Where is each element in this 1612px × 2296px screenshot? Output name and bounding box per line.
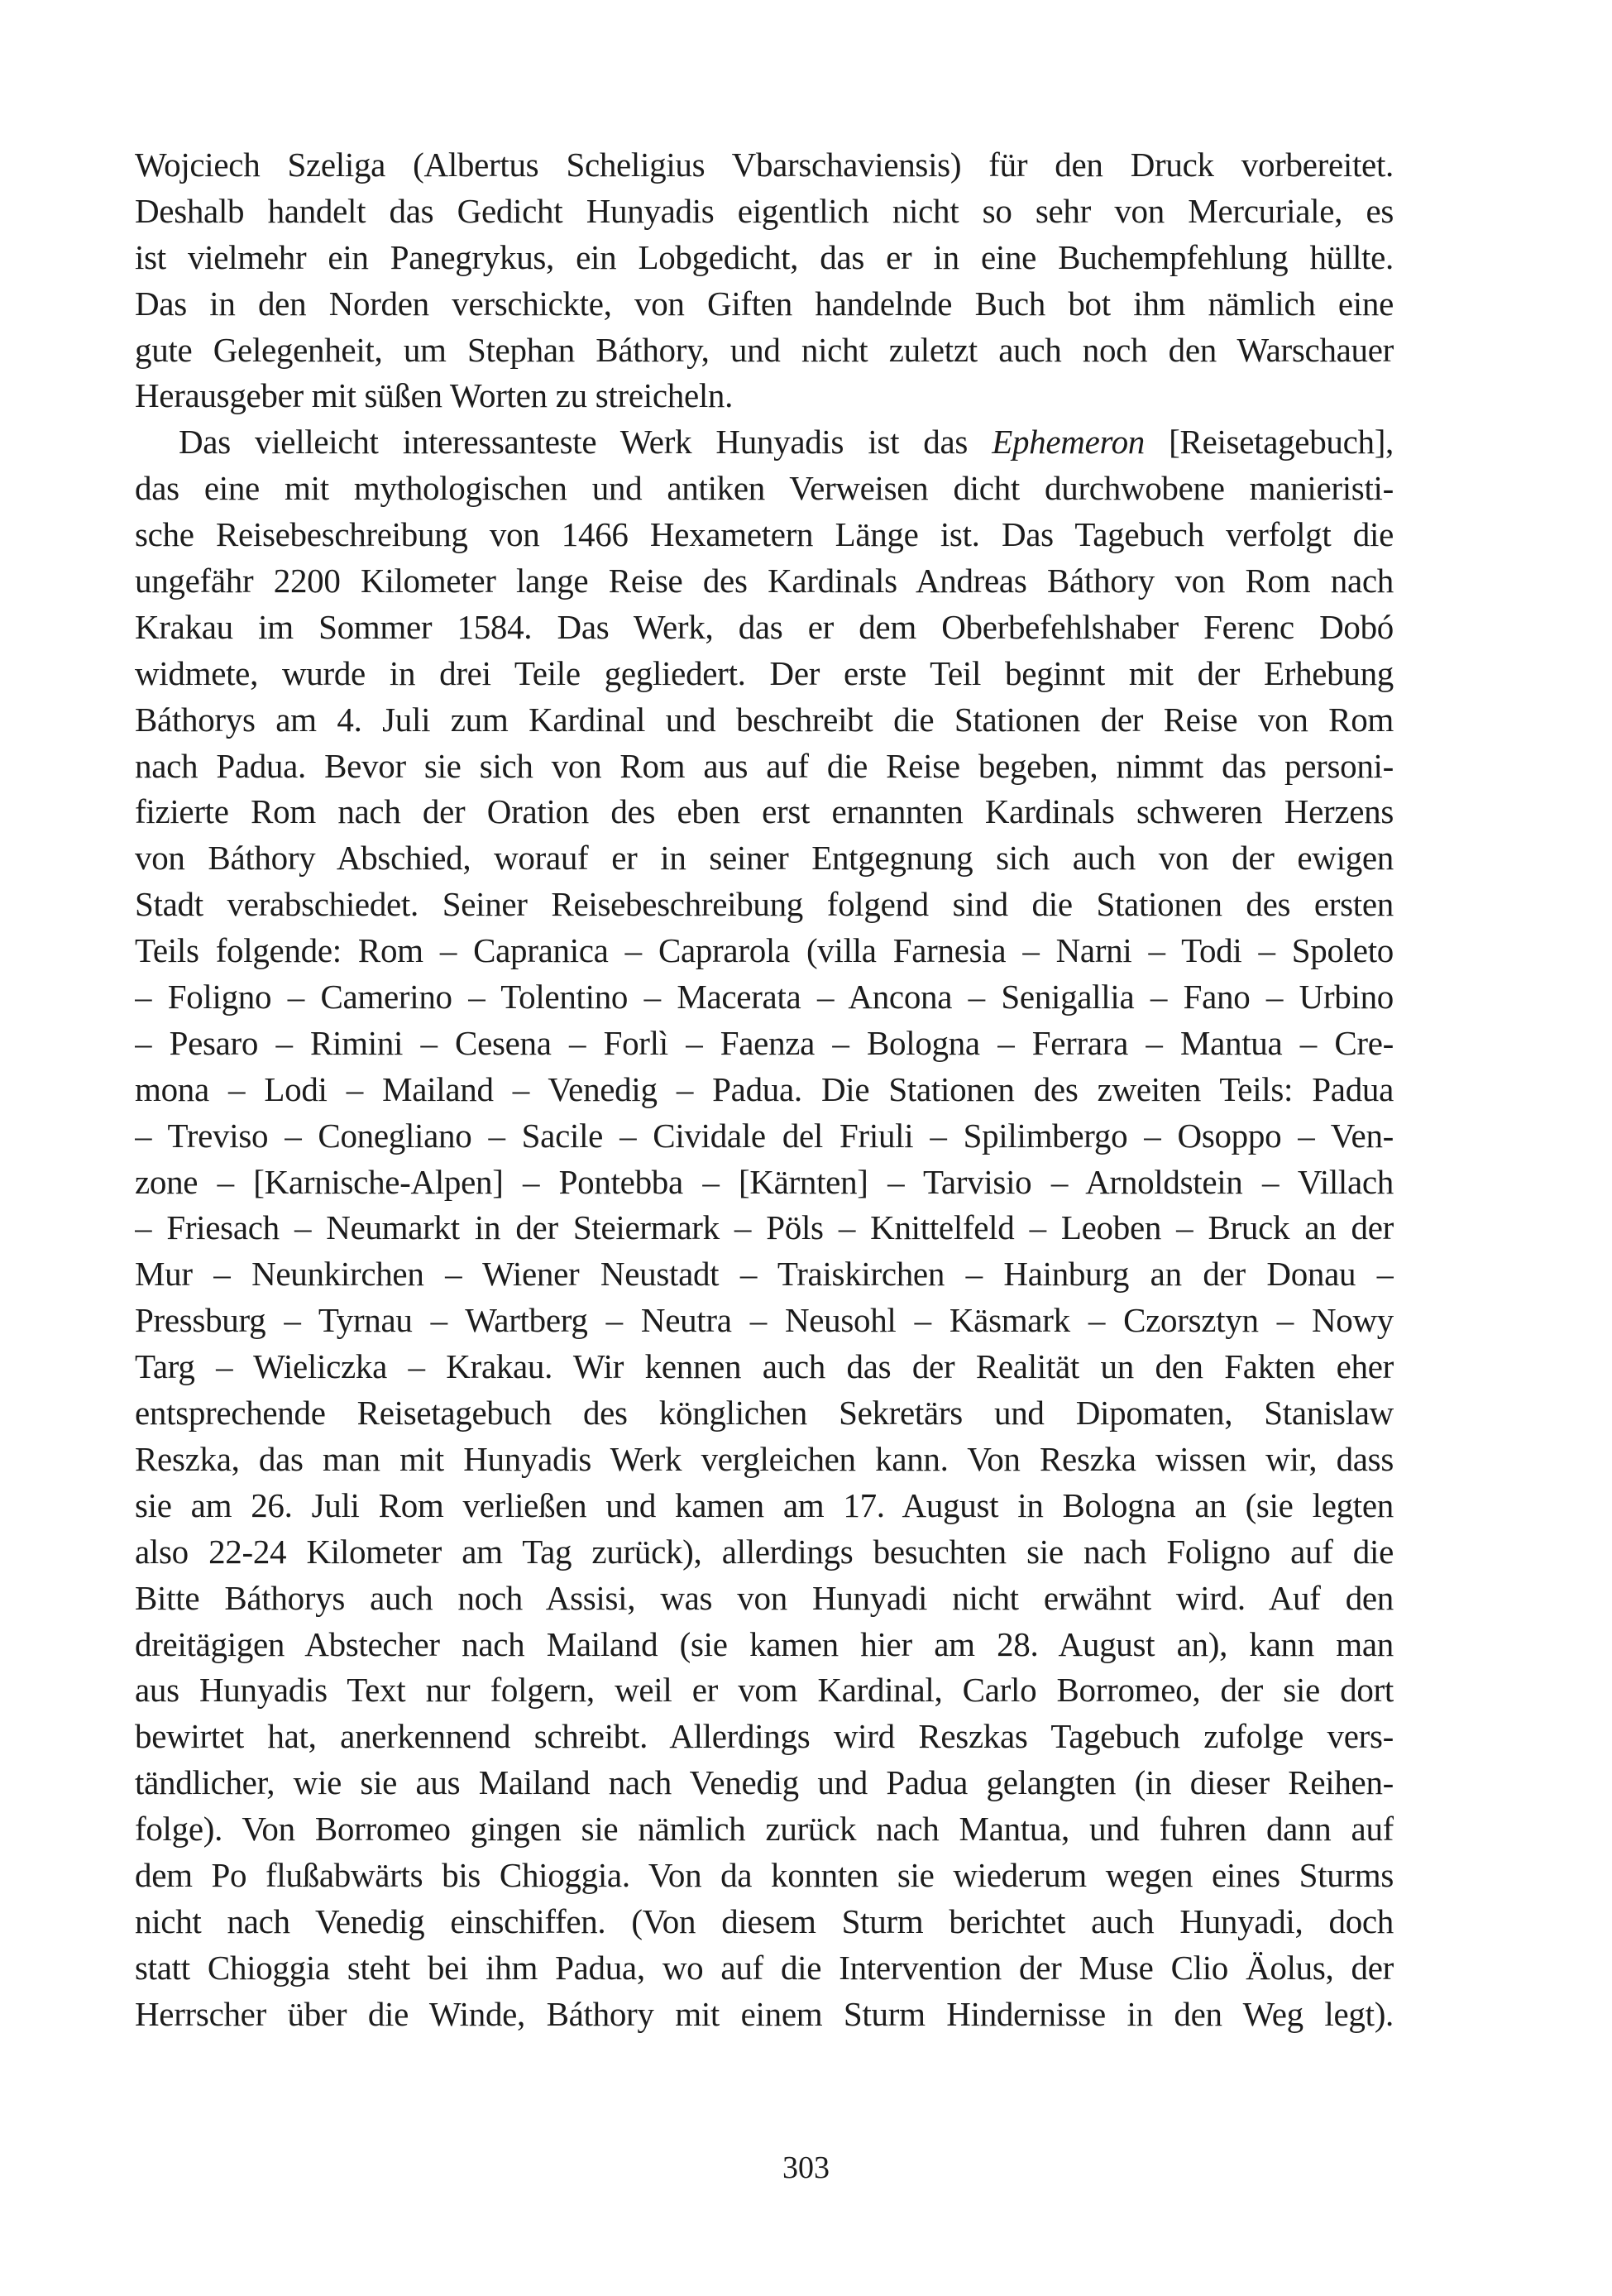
text-line: ungefähr 2200 Kilometer lange Reise des Kardinals Andreas Báthory von Rom nach [135, 562, 1394, 600]
text-line: fizierte Rom nach der Oration des eben erst ernannten Kardinals schweren Herzens [135, 792, 1394, 831]
text-line: Krakau im Sommer 1584. Das Werk, das er dem Oberbefehlshaber Ferenc Dobó [135, 607, 1394, 646]
text-line: Herrscher über die Winde, Báthory mit einem Sturm Hindernisse in den Weg legt). [135, 1994, 1394, 2033]
body-text [135, 142, 1394, 2038]
text-line: Wojciech Szeliga (Albertus Scheligius Vbarschaviensis) für den Druck vorbereitet. [135, 146, 1394, 184]
page-number: 303 [782, 2150, 830, 2185]
text-line: Herausgeber mit süßen Worten zu streicheln. [135, 376, 734, 415]
text-line: also 22-24 Kilometer am Tag zurück), allerdings besuchten sie nach Foligno auf die [135, 1532, 1394, 1571]
italic-title: Ephemeron [992, 423, 1146, 462]
text-run: [Reisetagebuch], [1145, 423, 1394, 462]
text-line: Reszka, das man mit Hunyadis Werk vergleichen kann. Von Reszka wissen wir, dass [135, 1439, 1394, 1478]
text-line: – Foligno – Camerino – Tolentino – Macerata – Ancona – Senigallia – Fano – Urbino [135, 978, 1394, 1016]
text-line: gute Gelegenheit, um Stephan Báthory, und nicht zuletzt auch noch den Warschauer [135, 330, 1394, 369]
text-line: Teils folgende: Rom – Capranica – Caprarola (villa Farnesia – Narni – Todi – Spoleto [135, 931, 1394, 970]
text-line: – Pesaro – Rimini – Cesena – Forlì – Faenza – Bologna – Ferrara – Mantua – Cre- [135, 1023, 1394, 1062]
text-line: – Treviso – Conegliano – Sacile – Cividale del Friuli – Spilimbergo – Osoppo – Ven- [135, 1116, 1394, 1155]
text-line: Mur – Neunkirchen – Wiener Neustadt – Traiskirchen – Hainburg an der Donau – [135, 1255, 1394, 1294]
text-line: Bitte Báthorys auch noch Assisi, was von Hunyadi nicht erwähnt wird. Auf den [135, 1578, 1394, 1617]
text-line: widmete, wurde in drei Teile gegliedert. Der erste Teil beginnt mit der Erhebung [135, 653, 1394, 692]
text-line: – Friesach – Neumarkt in der Steiermark – Pöls – Knittelfeld – Leoben – Bruck an der [135, 1208, 1394, 1247]
text-line: das eine mit mythologischen und antiken Verweisen dicht durchwobene manieristi- [135, 469, 1394, 508]
text-line: zone – [Karnische-Alpen] – Pontebba – [Kärnten] – Tarvisio – Arnoldstein – Villach [135, 1162, 1394, 1201]
text-line: dreitägigen Abstecher nach Mailand (sie kamen hier am 28. August an), kann man [135, 1624, 1394, 1663]
text-line: statt Chioggia steht bei ihm Padua, wo auf die Intervention der Muse Clio Äolus, der [135, 1948, 1394, 1987]
text-line: ist vielmehr ein Panegrykus, ein Lobgedicht, das er in eine Buchempfehlung hüllte. [135, 237, 1394, 276]
text-line: tändlicher, wie sie aus Mailand nach Venedig und Padua gelangten (in dieser Reihen- [135, 1763, 1394, 1802]
text-line: Deshalb handelt das Gedicht Hunyadis eigentlich nicht so sehr von Mercuriale, es [135, 191, 1394, 230]
text-line: sche Reisebeschreibung von 1466 Hexametern Länge ist. Das Tagebuch verfolgt die [135, 515, 1394, 554]
text-line: Stadt verabschiedet. Seiner Reisebeschreibung folgend sind die Stationen des ersten [135, 885, 1394, 924]
text-line: aus Hunyadis Text nur folgern, weil er vom Kardinal, Carlo Borromeo, der sie dort [135, 1671, 1394, 1710]
text-line: Báthorys am 4. Juli zum Kardinal und beschreibt die Stationen der Reise von Rom [135, 700, 1394, 739]
text-line: entsprechende Reisetagebuch des könglichen Sekretärs und Dipomaten, Stanislaw [135, 1394, 1394, 1433]
text-line: mona – Lodi – Mailand – Venedig – Padua. Die Stationen des zweiten Teils: Padua [135, 1069, 1394, 1108]
text-line: nach Padua. Bevor sie sich von Rom aus auf die Reise begeben, nimmt das personi- [135, 746, 1394, 785]
text-line: bewirtet hat, anerkennend schreibt. Allerdings wird Reszkas Tagebuch zufolge vers- [135, 1717, 1394, 1756]
text-line: folge). Von Borromeo gingen sie nämlich zurück nach Mantua, und fuhren dann auf [135, 1810, 1394, 1849]
text-line: Targ – Wieliczka – Krakau. Wir kennen auch das der Realität un den Fakten eher [135, 1347, 1394, 1386]
text-line [135, 419, 1394, 466]
text-line: Das in den Norden verschickte, von Giften handelnde Buch bot ihm nämlich eine [135, 284, 1394, 323]
text-run: Das vielleicht interessanteste Werk Hunyadis ist das [179, 423, 993, 462]
text-line: von Báthory Abschied, worauf er in seiner Entgegnung sich auch von der ewigen [135, 839, 1394, 878]
text-line: Pressburg – Tyrnau – Wartberg – Neutra – Neusohl – Käsmark – Czorsztyn – Nowy [135, 1301, 1394, 1340]
text-line: sie am 26. Juli Rom verließen und kamen am 17. August in Bologna an (sie legten [135, 1485, 1394, 1524]
text-line: nicht nach Venedig einschiffen. (Von diesem Sturm berichtet auch Hunyadi, doch [135, 1901, 1394, 1940]
text-line: dem Po flußabwärts bis Chioggia. Von da konnten sie wiederum wegen eines Sturms [135, 1855, 1394, 1894]
